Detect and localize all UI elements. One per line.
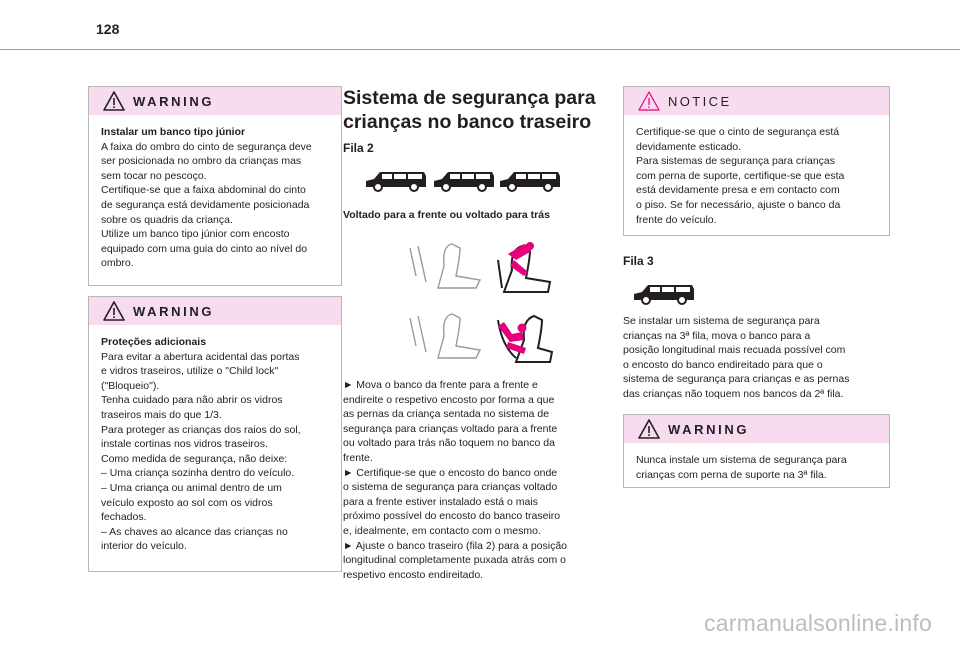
text-line: – Uma criança ou animal dentro de um [101, 481, 282, 494]
notice-triangle-icon [638, 91, 660, 111]
text-line: frente do veículo. [636, 213, 717, 226]
text-line: está devidamente presa e em contacto com [636, 184, 840, 197]
text-line: devidamente esticado. [636, 140, 742, 153]
text-line: o encosto do banco endireitado para que o [623, 358, 823, 371]
warning-header [89, 87, 341, 115]
notice-box [623, 86, 890, 236]
warning-header [89, 297, 341, 325]
car-icon [432, 168, 496, 192]
section-title-line: Sistema de segurança para [343, 87, 596, 109]
text-line: próximo possível do encosto do banco traseiro [343, 510, 561, 523]
text-line: o sistema de segurança para crianças voltado [343, 481, 558, 494]
text-line: e vidros traseiros, utilize o "Child lock" [101, 365, 279, 378]
text-line: A faixa do ombro do cinto de segurança deve [101, 140, 312, 153]
text-line: – Uma criança sozinha dentro do veículo. [101, 467, 295, 480]
text-line: instale cortinas nos vidros traseiros. [101, 438, 268, 451]
text-line: fechados. [101, 511, 147, 524]
text-line: posição longitudinal mais recuada possível com [623, 344, 846, 357]
text-line: segurança para crianças voltado para a frente [343, 422, 558, 435]
text-line: interior do veículo. [101, 540, 187, 553]
row-2-instructions [343, 378, 623, 582]
warning-body [89, 115, 341, 271]
warning-title: Instalar um banco tipo júnior [101, 126, 246, 138]
row-3-instructions [623, 314, 903, 402]
notice-label: NOTICE [668, 93, 732, 109]
text-line: ombro. [101, 257, 134, 270]
text-line: o piso. Se for necessário, ajuste o banco da [636, 198, 841, 211]
warning-label: WARNING [133, 93, 215, 109]
text-line: respetivo encosto endireitado. [343, 568, 484, 581]
text-line: crianças na 3ª fila, mova o banco para a [623, 329, 811, 342]
section-title-line: crianças no banco traseiro [343, 111, 592, 133]
row-3-heading: Fila 3 [623, 254, 654, 268]
car-icon [364, 168, 428, 192]
text-line: Para sistemas de segurança para crianças [636, 155, 836, 168]
warning-body [89, 325, 341, 554]
watermark: carmanualsonline.info [704, 610, 932, 636]
warning-box-support-leg [623, 414, 890, 488]
text-line: sobre os quadris da criança. [101, 213, 233, 226]
text-line: das crianças não toquem nos bancos da 2ª fila. [623, 387, 844, 400]
text-line: Para proteger as crianças dos raios do sol, [101, 423, 301, 436]
warning-label: WARNING [133, 303, 215, 319]
text-line: para a frente estiver instalado está o mais [343, 495, 538, 508]
warning-triangle-icon [103, 301, 125, 321]
warning-body [624, 443, 889, 482]
text-line: sem tocar no pescoço. [101, 169, 207, 182]
rear-facing-seat-illustration [398, 306, 558, 368]
text-line: Para evitar a abertura acidental das portas [101, 350, 300, 363]
text-line: Certifique-se que a faixa abdominal do cinto [101, 184, 306, 197]
header-rule [0, 49, 960, 50]
text-line: com perna de suporte, certifique-se que esta [636, 169, 845, 182]
orientation-subheading: Voltado para a frente ou voltado para trás [343, 209, 550, 221]
warning-triangle-icon [638, 419, 660, 439]
text-line: e, idealmente, em contacto com o mesmo. [343, 524, 541, 537]
warning-box-junior-seat [88, 86, 342, 286]
text-line: Nunca instale um sistema de segurança para [636, 454, 847, 466]
text-line: ("Bloqueio"). [101, 379, 160, 392]
text-line: ► Ajuste o banco traseiro (fila 2) para a posição [343, 539, 568, 552]
text-line: Como medida de segurança, não deixe: [101, 452, 288, 465]
text-line: veículo exposto ao sol com os vidros [101, 496, 273, 509]
forward-facing-seat-illustration [398, 236, 558, 298]
text-line: ou voltado para trás não toquem no banco da [343, 437, 555, 450]
car-icon [498, 168, 562, 192]
text-line: sistema de segurança para crianças e as pernas [623, 373, 850, 386]
warning-box-additional-protection [88, 296, 342, 572]
text-line: endireite o respetivo encosto por forma a que [343, 393, 555, 406]
text-line: ► Certifique-se que o encosto do banco onde [343, 466, 558, 479]
text-line: crianças com perna de suporte na 3ª fila. [636, 468, 827, 481]
text-line: Tenha cuidado para não abrir os vidros [101, 394, 283, 407]
notice-body [624, 115, 889, 227]
text-line: frente. [343, 451, 373, 464]
text-line: longitudinal completamente puxada atrás com o [343, 554, 566, 567]
text-line: as pernas da criança sentada no sistema de [343, 408, 550, 421]
text-line: ► Mova o banco da frente para a frente e [343, 379, 538, 391]
text-line: traseiros mais do que 1/3. [101, 408, 222, 421]
text-line: – As chaves ao alcance das crianças no [101, 525, 288, 538]
notice-header [624, 87, 889, 115]
text-line: de segurança está devidamente posicionada [101, 198, 310, 211]
warning-triangle-icon [103, 91, 125, 111]
text-line: ser posicionada no ombro da crianças mas [101, 155, 302, 168]
warning-label: WARNING [668, 421, 750, 437]
text-line: Utilize um banco tipo júnior com encosto [101, 228, 290, 241]
row-2-heading: Fila 2 [343, 141, 374, 155]
page-number: 128 [96, 21, 120, 37]
text-line: Se instalar um sistema de segurança para [623, 315, 820, 327]
text-line: equipado com uma guia do cinto ao nível do [101, 242, 308, 255]
section-title [343, 86, 613, 134]
warning-title: Proteções adicionais [101, 336, 207, 348]
car-icon [632, 281, 696, 305]
warning-header [624, 415, 889, 443]
text-line: Certifique-se que o cinto de segurança está [636, 126, 840, 138]
